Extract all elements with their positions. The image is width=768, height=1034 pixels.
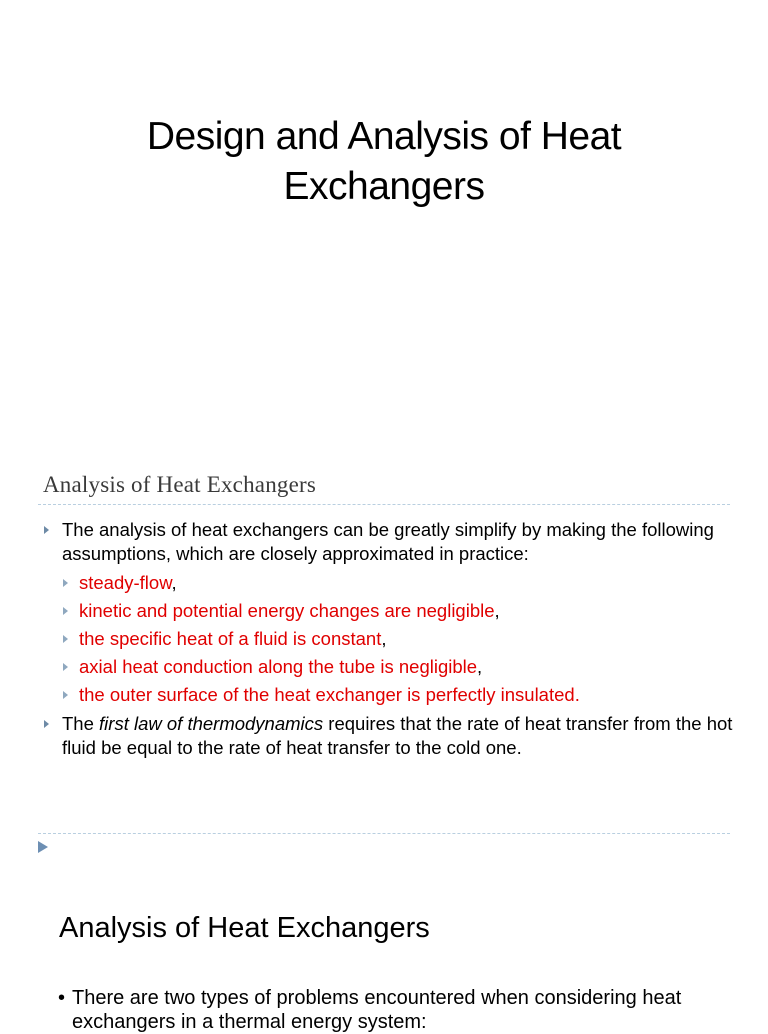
sub-bullet-text: the specific heat of a fluid is constant [79, 628, 382, 649]
sub-bullet [79, 599, 739, 623]
title-slide [0, 0, 768, 440]
bullet-dot-icon: • [58, 987, 66, 1009]
sub-bullet-text: steady-flow [79, 572, 172, 593]
title-line-1: Design and Analysis of Heat [146, 115, 622, 158]
bullet-first-law [62, 712, 742, 760]
sub-bullet-arrow-icon [63, 635, 68, 643]
sub-bullet-arrow-icon [63, 663, 68, 671]
emphasis-first-law: first law of thermodynamics [99, 713, 324, 734]
heading-divider [38, 504, 730, 505]
sub-bullet-comma: , [494, 600, 500, 621]
bullet-prefix: The [62, 713, 100, 734]
sub-bullet-text: the outer surface of the heat exchanger is perfectly insulated. [79, 684, 580, 705]
sub-bullet-text: kinetic and potential energy changes are negligible [79, 600, 495, 621]
bullet-arrow-icon [44, 720, 49, 728]
slide-heading: Analysis of Heat Exchangers [43, 472, 317, 497]
slide-footer-divider [38, 833, 730, 834]
sub-bullet [79, 571, 739, 595]
sub-bullet-arrow-icon [63, 691, 68, 699]
bullet-text: The analysis of heat exchangers can be greatly simplify by making the following assumptions, which are closely approximated in practice: [62, 519, 714, 564]
analysis-slide [0, 440, 768, 860]
presentation-title [0, 112, 768, 212]
slide-heading: Analysis of Heat Exchangers [59, 912, 430, 944]
sub-bullet [79, 683, 739, 707]
bullet-assumptions [62, 518, 742, 566]
analysis-slide-2 [0, 860, 768, 1033]
sub-bullet-comma: , [381, 628, 387, 649]
next-slide-arrow-icon[interactable] [38, 841, 48, 853]
sub-bullet-comma: , [477, 656, 483, 677]
sub-bullet-arrow-icon [63, 579, 68, 587]
bullet-arrow-icon [44, 526, 49, 534]
sub-bullet [79, 655, 739, 679]
sub-bullet-text: axial heat conduction along the tube is negligible [79, 656, 478, 677]
sub-bullet-arrow-icon [63, 607, 68, 615]
bullet-text: There are two types of problems encountered when considering heat exchangers in a thermal energy system: [72, 987, 682, 1033]
title-line-2: Exchangers [283, 165, 485, 208]
bullet-suffix: requires that the rate of heat transfer from the hot fluid be equal to the rate of heat transfer to the cold one. [62, 713, 733, 758]
bullet-problem-types [58, 986, 732, 1034]
sub-bullet [79, 627, 739, 651]
sub-bullet-comma: , [171, 572, 177, 593]
